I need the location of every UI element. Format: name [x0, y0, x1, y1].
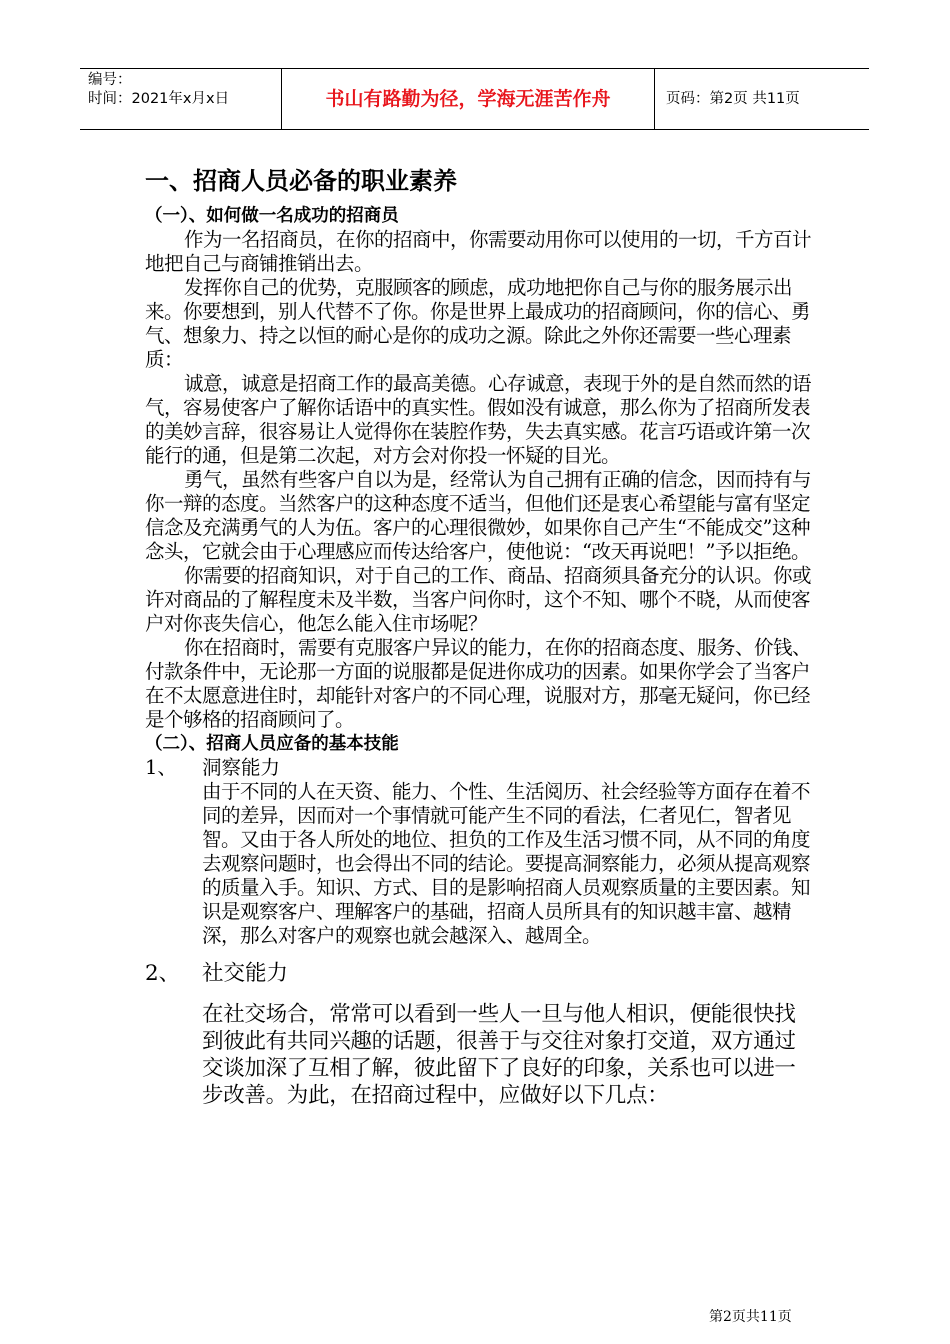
- number-label: 编号：: [88, 72, 132, 88]
- header-meta: [88, 71, 229, 109]
- chapter-title: 一、招商人员必备的职业素养: [145, 167, 457, 195]
- section-heading: （二）、招商人员应备的基本技能: [145, 734, 399, 754]
- paragraph: 你需要的招商知识，对于自己的工作、商品、招商须具备充分的认识。你或许对商品的了解程度未及半数，当客户问你时，这个不知、哪个不晓，从而使客户对你丧失信心，他怎么能入住市场呢？: [145, 564, 812, 635]
- paragraph: 诚意，诚意是招商工作的最高美德。心存诚意，表现于外的是自然而然的语气，容易使客户了解你话语中的真实性。假如没有诚意，那么你为了招商所发表的美妙言辞，很容易让人觉得你在装腔作势，失去真实感。花言巧语或许第一次能行的通，但是第二次起，对方会对你投一怀疑的目光。: [145, 372, 812, 467]
- document-body: [145, 166, 815, 1109]
- list-number: 1、: [145, 756, 177, 779]
- list-title: 洞察能力: [202, 756, 281, 779]
- list-item-text: 在社交场合，常常可以看到一些人一旦与他人相识，便能很快找到彼此有共同兴趣的话题，很善于与交往对象打交道，双方通过交谈加深了互相了解，彼此留下了良好的印象，关系也可以进一步改善。为此，在招商过程中，应做好以下几点：: [202, 1002, 796, 1108]
- paragraph: 你在招商时，需要有克服客户异议的能力，在你的招商态度、服务、价钱、付款条件中，无论那一方面的说服都是促进你成功的因素。如果你学会了当客户在不太愿意进住时，却能针对客户的不同心理，说服对方，那毫无疑问，你已经是个够格的招商顾问了。: [145, 636, 812, 731]
- list-number: 2、: [145, 961, 181, 986]
- time-label: 时间：2021年x月x日: [88, 91, 230, 107]
- list-item-heading: [145, 756, 815, 780]
- paragraph: 作为一名招商员，在你的招商中，你需要动用你可以使用的一切，千方百计地把自己与商铺推销出去。: [145, 228, 812, 275]
- page-header: [80, 68, 869, 130]
- paragraph: 勇气，虽然有些客户自以为是，经常认为自己拥有正确的信念，因而持有与你一辩的态度。当然客户的这种态度不适当，但他们还是衷心希望能与富有坚定信念及充满勇气的人为伍。客户的心理很微妙，如果你自己产生“不能成交”这种念头，它就会由于心理感应而传达给客户，使他说：“改天再说吧！”予以拒绝。: [145, 468, 812, 563]
- header-divider: [654, 69, 655, 129]
- list-item-text: 由于不同的人在天资、能力、个性、生活阅历、社会经验等方面存在着不同的差异，因而对一个事情就可能产生不同的看法，仁者见仁，智者见智。又由于各人所处的地位、担负的工作及生活习惯不同，从不同的角度去观察问题时，也会得出不同的结论。要提高洞察能力，必须从提高观察的质量入手。知识、方式、目的是影响招商人员观察质量的主要因素。知识是观察客户、理解客户的基础，招商人员所具有的知识越丰富、越精深，那么对客户的观察也就会越深入、越周全。: [202, 780, 811, 947]
- list-title: 社交能力: [202, 961, 289, 986]
- list-item-heading: [145, 960, 815, 987]
- header-motto: 书山有路勤为径，学海无涯苦作舟: [325, 88, 611, 110]
- paragraph: 发挥你自己的优势，克服顾客的顾虑，成功地把你自己与你的服务展示出来。你要想到，别人代替不了你。你是世界上最成功的招商顾问，你的信心、勇气、想象力、持之以恒的耐心是你的成功之源。除此之外你还需要一些心理素质：: [145, 276, 811, 371]
- page-footer: 第2页共11页: [709, 1309, 792, 1325]
- header-page-info: 页码：第2页 共11页: [666, 91, 800, 107]
- section-heading: （一）、如何做一名成功的招商员: [145, 206, 399, 226]
